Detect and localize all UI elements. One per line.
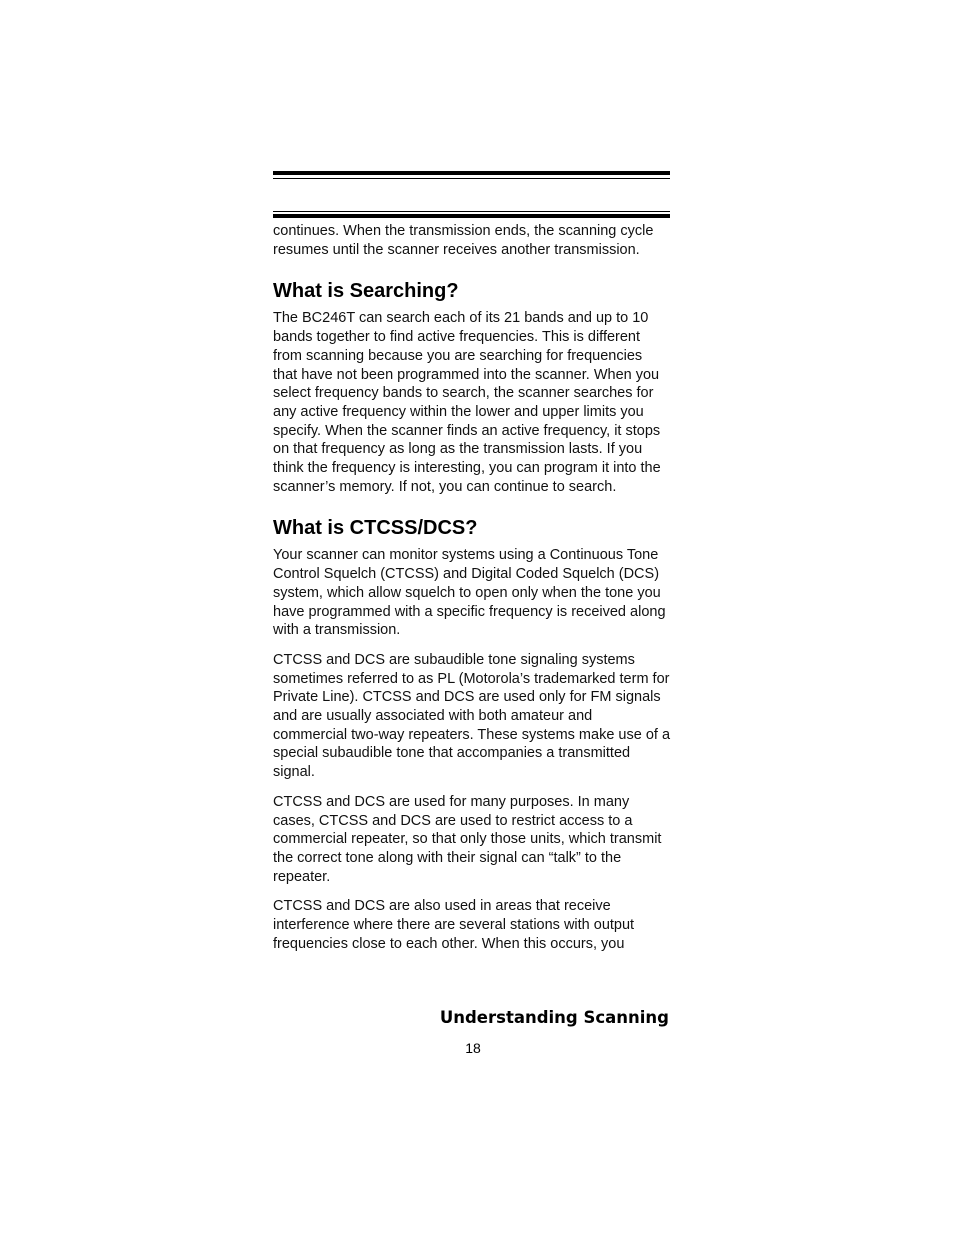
ctcss-paragraph-4: CTCSS and DCS are also used in areas that receive interference where there are several stations with output frequencies close to each other. When this occurs, you — [273, 898, 635, 952]
ctcss-paragraph-2: CTCSS and DCS are subaudible tone signaling systems sometimes referred to as PL (Motorola’s trademarked term for Private Line). CTCSS and DCS are used only for FM signals and are usually associated with both amateur and commercial two-way repeaters. These systems make use of a special subaudible tone that accompanies a transmitted signal. — [273, 651, 671, 781]
page-number: 18 — [465, 1040, 481, 1056]
searching-paragraph: The BC246T can search each of its 21 bands and up to 10 bands together to find active frequencies. This is different from scanning because you are searching for frequencies that have not been programmed into the scanner. When you select frequency bands to search, the scanner searches for any active frequency within the lower and upper limits you specify. When the scanner finds an active frequency, it stops on that frequency as long as the transmission lasts. If you think the frequency is interesting, you can program it into the scanner’s memory. If not, you can continue to search. — [273, 310, 661, 495]
footer-section-title: Understanding Scanning — [439, 1008, 669, 1027]
text-column — [273, 222, 670, 954]
ctcss-paragraph-3: CTCSS and DCS are used for many purposes. In many cases, CTCSS and DCS are used to restrict access to a commercial repeater, so that only those units, which transmit the correct tone along with their signal can “talk” to the repeater. — [273, 793, 662, 885]
header-rule-thick — [273, 171, 670, 175]
ctcss-paragraph-1: Your scanner can monitor systems using a Continuous Tone Control Squelch (CTCSS) and Digital Coded Squelch (DCS) system, which allow squelch to open only when the tone you have programmed with a specific frequency is received along with a transmission. — [273, 547, 666, 639]
section-heading-ctcss-dcs: What is CTCSS/DCS? — [273, 517, 478, 540]
header-rule-thin — [273, 178, 670, 179]
content-rule-thick — [273, 214, 670, 218]
section-heading-searching: What is Searching? — [273, 280, 459, 303]
content-rule-thin — [273, 211, 670, 212]
intro-paragraph: continues. When the transmission ends, the scanning cycle resumes until the scanner receives another transmission. — [273, 223, 654, 258]
